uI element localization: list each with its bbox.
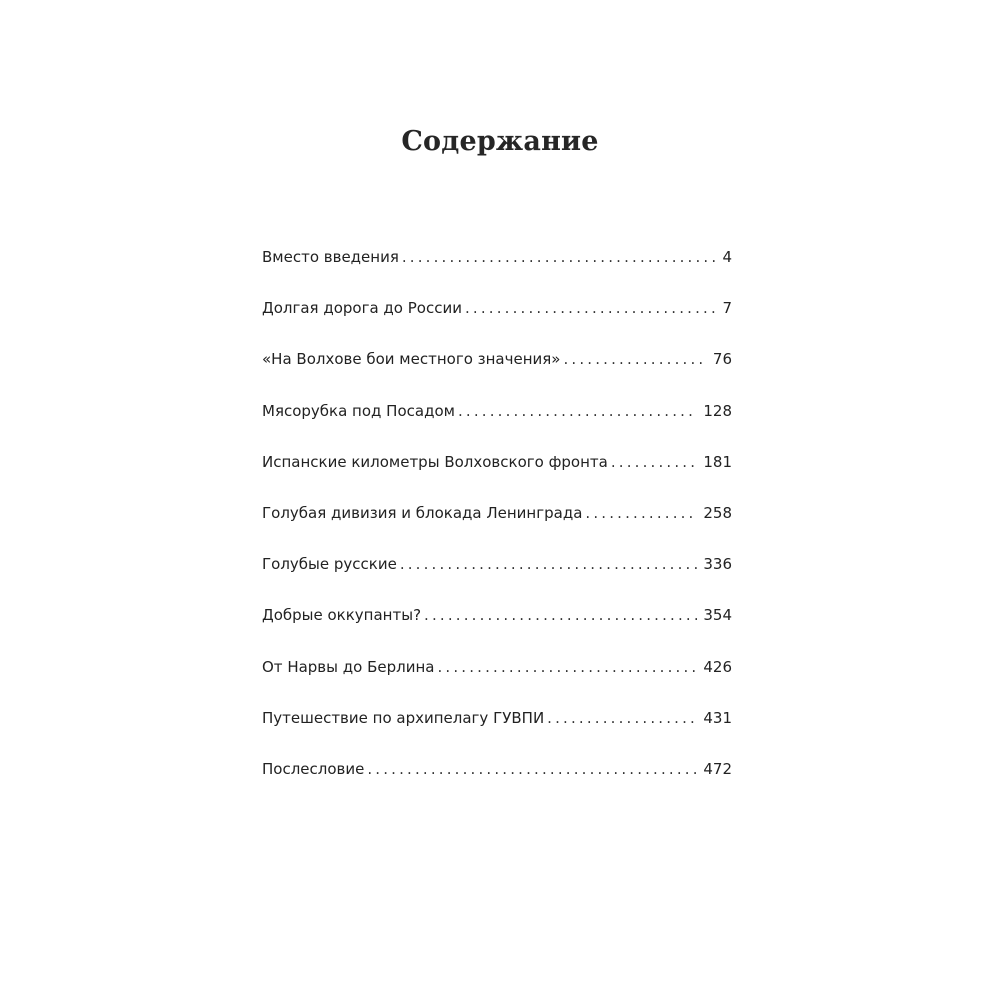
toc-entry (262, 246, 732, 297)
toc-entry-title: Голубая дивизия и блокада Ленинграда (262, 503, 583, 522)
toc-page-number: 7 (722, 299, 732, 318)
toc-entry (262, 604, 732, 655)
dot-leader (437, 656, 697, 678)
toc-entry (262, 297, 732, 348)
toc-page-number: 4 (722, 248, 732, 266)
toc-page-number: 258 (703, 503, 732, 522)
dot-leader (424, 604, 697, 626)
toc-page-number: 128 (703, 401, 732, 420)
toc-entry (262, 348, 732, 399)
toc-entry-title: Вместо введения (262, 248, 399, 266)
toc-entry (262, 707, 732, 758)
toc-entry-title: Послесловие (262, 759, 365, 778)
dot-leader (563, 348, 706, 370)
dot-leader (585, 502, 697, 524)
toc-entry-title: Мясорубка под Посадом (262, 401, 455, 420)
toc-entry-title: Долгая дорога до России (262, 299, 462, 318)
toc-entry (262, 400, 732, 451)
dot-leader (611, 451, 698, 473)
dot-leader (400, 553, 698, 575)
toc-entry (262, 656, 732, 707)
table-of-contents (262, 246, 732, 809)
dot-leader (547, 707, 697, 729)
toc-entry (262, 502, 732, 553)
dot-leader (402, 246, 717, 268)
toc-entry (262, 451, 732, 502)
toc-entry-title: От Нарвы до Берлина (262, 657, 435, 676)
dot-leader (458, 400, 697, 422)
toc-page-number: 336 (703, 555, 732, 574)
toc-page-number: 472 (703, 759, 732, 778)
toc-entry-title: Путешествие по архипелагу ГУВПИ (262, 708, 545, 727)
toc-entry-title: Испанские километры Волховского фронта (262, 452, 608, 471)
toc-page-number: 76 (712, 350, 732, 369)
toc-page-number: 431 (703, 708, 732, 727)
toc-page-number: 181 (703, 452, 732, 471)
page-title: Содержание (401, 126, 599, 157)
toc-entry (262, 553, 732, 604)
toc-page-number: 354 (703, 606, 732, 625)
toc-page-number: 426 (703, 657, 732, 676)
toc-entry-title: Голубые русские (262, 555, 397, 574)
toc-entry-title: «На Волхове бои местного значения» (262, 350, 561, 369)
dot-leader (367, 758, 697, 780)
dot-leader (465, 297, 716, 319)
toc-entry (262, 758, 732, 809)
toc-entry-title: Добрые оккупанты? (262, 606, 422, 625)
